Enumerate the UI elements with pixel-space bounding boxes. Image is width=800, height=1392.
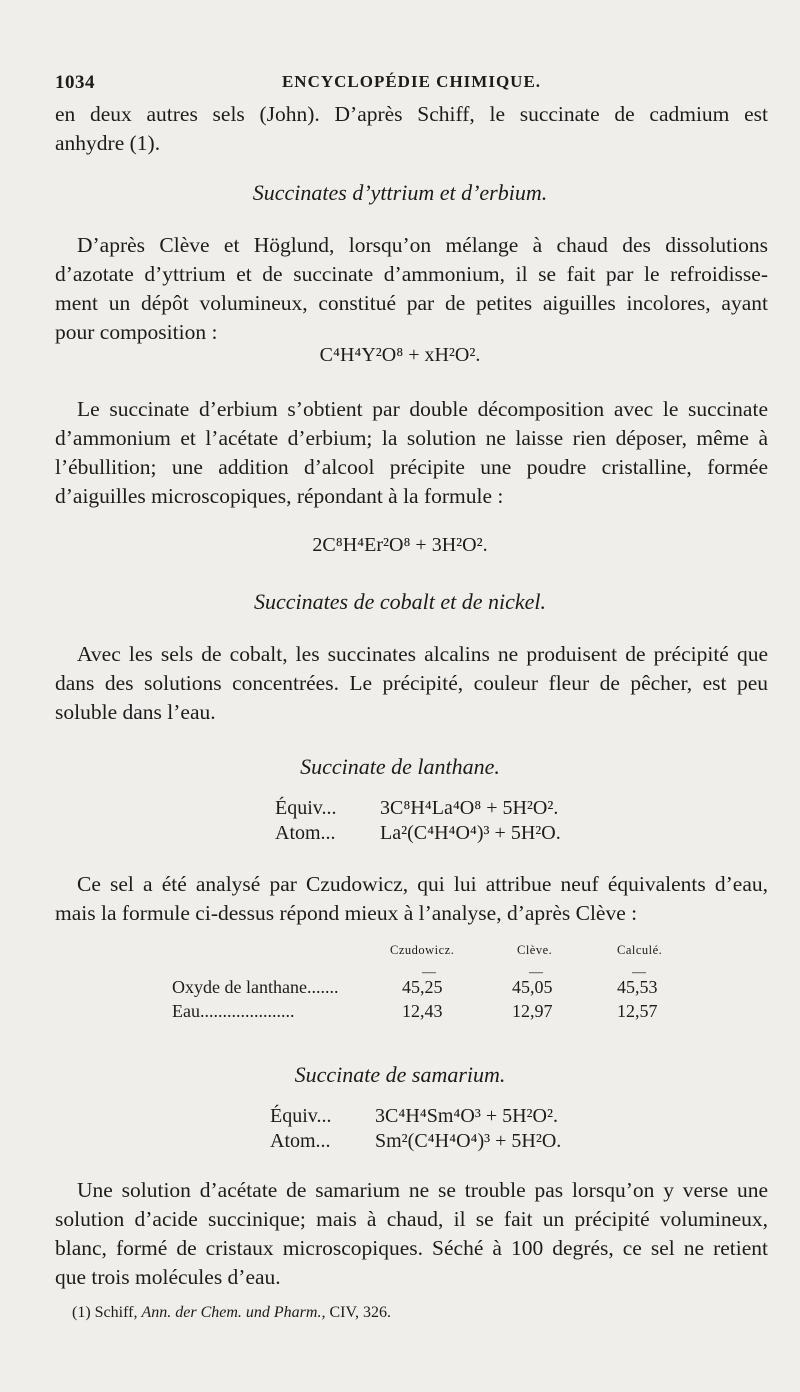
text-line: ment un dépôt volumineux, constitué par de petites aiguilles incolores, ayant bbox=[55, 291, 768, 315]
footnote-ref: CIV, 326. bbox=[329, 1304, 391, 1321]
text-line: pour composition : bbox=[55, 320, 218, 344]
formula-text: 2C⁸H⁴Er²O⁸ + 3H²O². bbox=[312, 534, 488, 556]
lanthane-atom-row bbox=[275, 822, 561, 845]
text-line: Une solution d’acétate de samarium ne se trouble pas lorsqu’on y verse une bbox=[77, 1178, 768, 1202]
formula-text: C⁴H⁴Y²O⁸ + xH²O². bbox=[319, 344, 481, 366]
text-line: que trois molécules d’eau. bbox=[55, 1265, 281, 1289]
text-line: D’après Clève et Höglund, lorsqu’on mélange à chaud des dissolutions bbox=[77, 233, 768, 257]
lanthane-paragraph bbox=[55, 870, 768, 928]
text-line: soluble dans l’eau. bbox=[55, 700, 216, 724]
atom-formula: Sm²(C⁴H⁴O⁴)³ + 5H²O. bbox=[375, 1130, 562, 1152]
table-dash: — bbox=[422, 965, 436, 980]
samarium-atom-row bbox=[270, 1130, 561, 1153]
table-dash: — bbox=[632, 965, 646, 980]
samarium-equiv-row bbox=[270, 1105, 558, 1128]
footnote-journal: Ann. der Chem. und Pharm., bbox=[141, 1304, 326, 1321]
text-line: Le succinate d’erbium s’obtient par double décomposition avec le succinate bbox=[77, 397, 768, 421]
cell-value: 45,53 bbox=[617, 977, 658, 997]
row-label: Oxyde de lanthane....... bbox=[172, 977, 339, 997]
text-line: Ce sel a été analysé par Czudowicz, qui lui attribue neuf équivalents d’eau, bbox=[77, 872, 768, 896]
atom-formula: La²(C⁴H⁴O⁴)³ + 5H²O. bbox=[380, 822, 561, 844]
text-line: d’ammonium et l’acétate d’erbium; la solution ne laisse rien déposer, même à bbox=[55, 426, 768, 450]
footnote bbox=[72, 1304, 391, 1322]
analysis-table bbox=[172, 943, 672, 1033]
table-row bbox=[172, 977, 672, 1001]
text-line: Avec les sels de cobalt, les succinates alcalins ne produisent de précipité que bbox=[77, 642, 768, 666]
text-line: en deux autres sels (John). D’après Schiff, le succinate de cadmium est bbox=[55, 102, 768, 126]
cell-value: 12,43 bbox=[402, 1001, 443, 1021]
text-line: d’aiguilles microscopiques, répondant à la formule : bbox=[55, 484, 504, 508]
cobalt-paragraph bbox=[55, 640, 768, 727]
table-row bbox=[172, 1001, 672, 1025]
section-title-yttrium: Succinates d’yttrium et d’erbium. bbox=[252, 180, 548, 205]
section-title-cobalt: Succinates de cobalt et de nickel. bbox=[254, 589, 546, 614]
erbium-paragraph bbox=[55, 395, 768, 511]
atom-label: Atom... bbox=[275, 822, 336, 844]
cell-value: 45,25 bbox=[402, 977, 443, 997]
table-header: Czudowicz. bbox=[390, 943, 455, 957]
table-header: Calculé. bbox=[617, 943, 663, 957]
section-title-lanthane: Succinate de lanthane. bbox=[300, 754, 500, 779]
table-header: Clève. bbox=[517, 943, 553, 957]
text-line: anhydre (1). bbox=[55, 131, 161, 155]
footnote-marker: (1) bbox=[72, 1304, 91, 1321]
formula-erbium bbox=[0, 534, 800, 557]
footnote-author: Schiff, bbox=[94, 1304, 138, 1321]
text-line: dans des solutions concentrées. Le précipité, couleur fleur de pêcher, est peu bbox=[55, 671, 768, 695]
lanthane-equiv-row bbox=[275, 797, 558, 820]
equiv-formula: 3C⁸H⁴La⁴O⁸ + 5H²O². bbox=[380, 797, 559, 819]
samarium-paragraph bbox=[55, 1176, 768, 1292]
yttrium-paragraph bbox=[55, 231, 768, 347]
text-line: solution d’acide succinique; mais à chaud, il se fait un précipité volumineux, bbox=[55, 1207, 768, 1231]
page-header bbox=[55, 72, 768, 96]
formula-yttrium bbox=[0, 344, 800, 367]
equiv-label: Équiv... bbox=[270, 1105, 332, 1127]
section-title-samarium: Succinate de samarium. bbox=[294, 1062, 506, 1087]
intro-paragraph bbox=[55, 100, 768, 158]
text-line: l’ébullition; une addition d’alcool précipite une poudre cristalline, formée bbox=[55, 455, 768, 479]
page-number: 1034 bbox=[55, 72, 95, 93]
cell-value: 12,97 bbox=[512, 1001, 553, 1021]
running-head: ENCYCLOPÉDIE CHIMIQUE. bbox=[281, 72, 542, 91]
cell-value: 12,57 bbox=[617, 1001, 658, 1021]
atom-label: Atom... bbox=[270, 1130, 331, 1152]
text-line: d’azotate d’yttrium et de succinate d’ammonium, il se fait par le refroidisse- bbox=[55, 262, 768, 286]
equiv-label: Équiv... bbox=[275, 797, 337, 819]
text-line: mais la formule ci-dessus répond mieux à l’analyse, d’après Clève : bbox=[55, 901, 638, 925]
equiv-formula: 3C⁴H⁴Sm⁴O³ + 5H²O². bbox=[375, 1105, 558, 1127]
table-dash: — bbox=[529, 965, 543, 980]
cell-value: 45,05 bbox=[512, 977, 553, 997]
row-label: Eau..................... bbox=[172, 1001, 295, 1021]
text-line: blanc, formé de cristaux microscopiques. Séché à 100 degrés, ce sel ne retient bbox=[55, 1236, 768, 1260]
